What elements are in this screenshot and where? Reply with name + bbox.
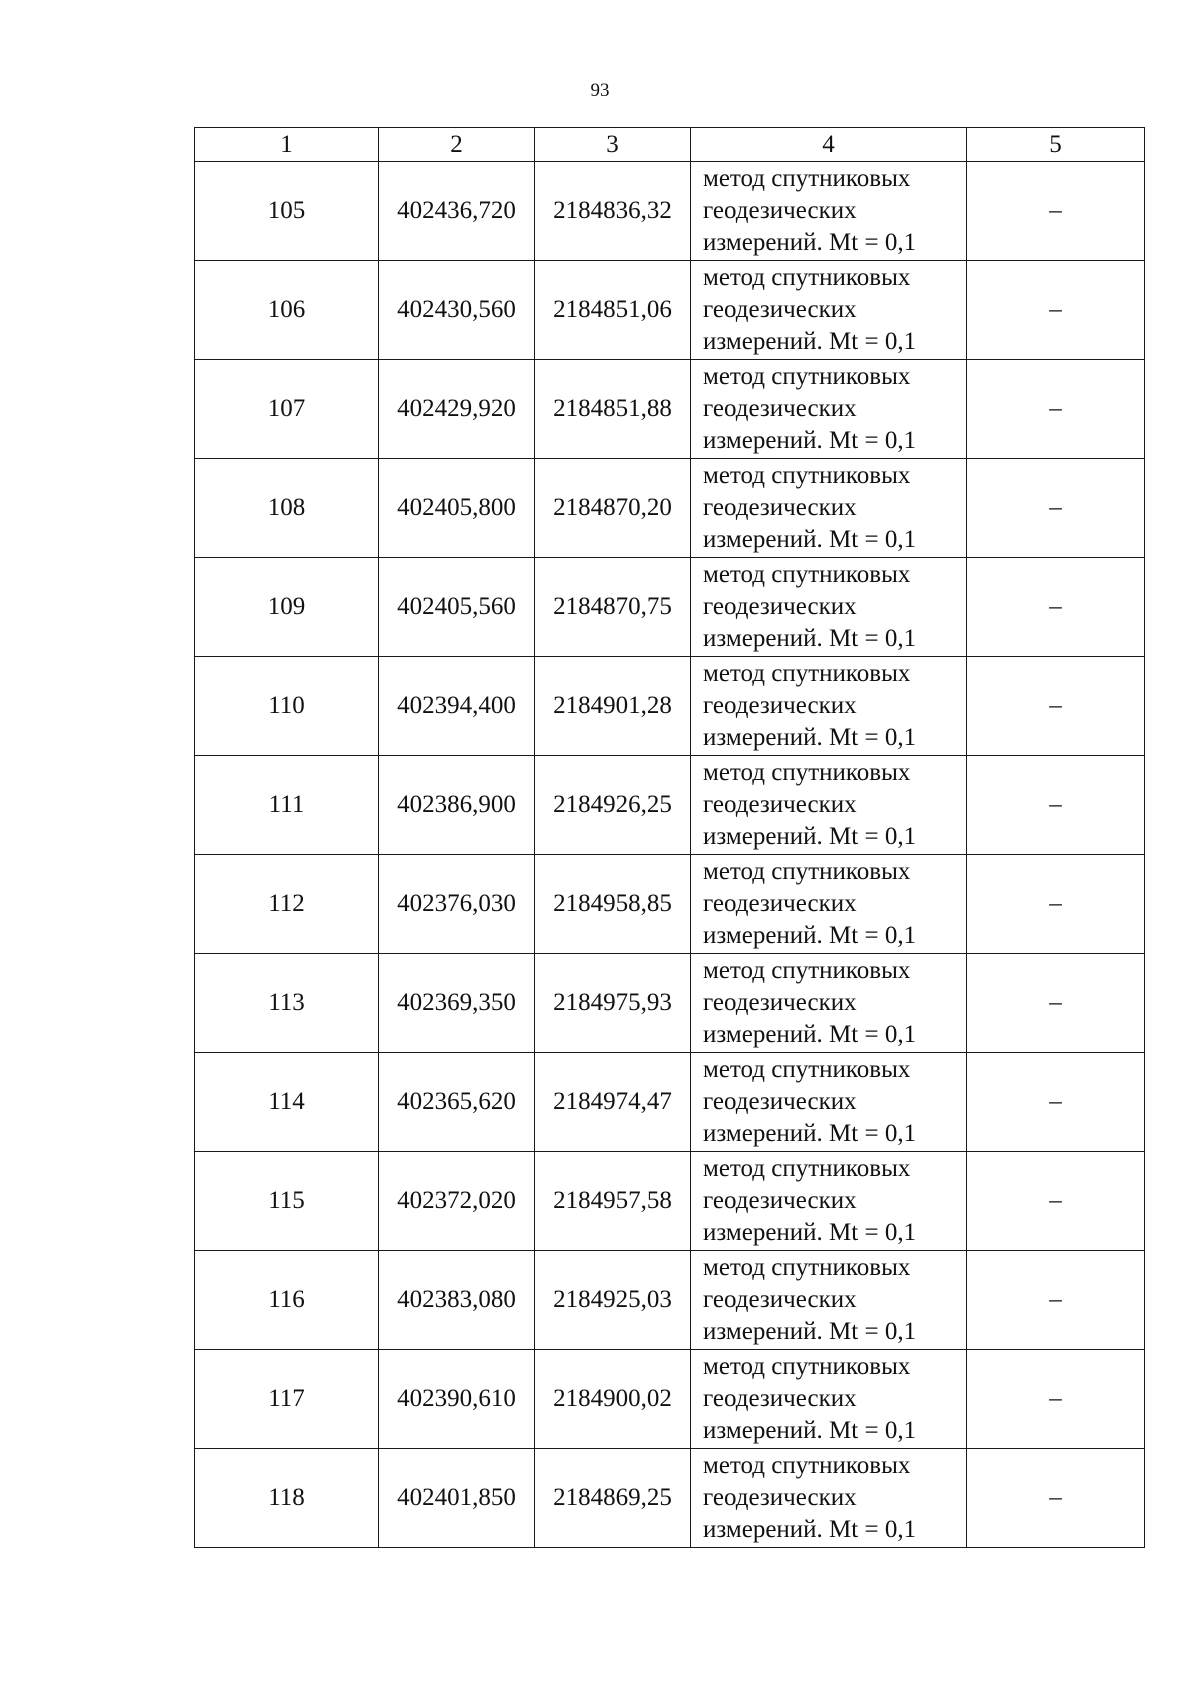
method-line: измерений. Mt = 0,1 — [703, 526, 917, 553]
method-cell — [691, 1350, 967, 1449]
method-line: геодезических — [703, 197, 857, 224]
method-line: геодезических — [703, 494, 857, 521]
method-line: геодезических — [703, 1484, 857, 1511]
method-cell — [691, 1152, 967, 1251]
method-cell — [691, 657, 967, 756]
note-cell: – — [967, 162, 1145, 261]
x-coordinate-cell: 402369,350 — [379, 954, 535, 1053]
method-cell — [691, 162, 967, 261]
table-row — [195, 162, 1145, 261]
point-number-cell: 111 — [195, 756, 379, 855]
method-line: измерений. Mt = 0,1 — [703, 823, 917, 850]
point-number-cell: 106 — [195, 261, 379, 360]
table-body — [195, 162, 1145, 1548]
method-line: измерений. Mt = 0,1 — [703, 229, 917, 256]
method-line: измерений. Mt = 0,1 — [703, 1120, 917, 1147]
point-number-cell: 107 — [195, 360, 379, 459]
method-cell — [691, 459, 967, 558]
column-header: 5 — [967, 128, 1145, 162]
method-cell — [691, 756, 967, 855]
table-row — [195, 459, 1145, 558]
method-cell — [691, 1449, 967, 1548]
method-cell — [691, 261, 967, 360]
method-line: измерений. Mt = 0,1 — [703, 1516, 917, 1543]
method-line: геодезических — [703, 1385, 857, 1412]
method-line: геодезических — [703, 1088, 857, 1115]
table-row — [195, 855, 1145, 954]
note-cell: – — [967, 459, 1145, 558]
method-line: измерений. Mt = 0,1 — [703, 427, 917, 454]
note-cell: – — [967, 360, 1145, 459]
method-line: измерений. Mt = 0,1 — [703, 1219, 917, 1246]
x-coordinate-cell: 402429,920 — [379, 360, 535, 459]
y-coordinate-cell: 2184870,20 — [535, 459, 691, 558]
x-coordinate-cell: 402394,400 — [379, 657, 535, 756]
method-line: геодезических — [703, 989, 857, 1016]
method-line: геодезических — [703, 296, 857, 323]
x-coordinate-cell: 402436,720 — [379, 162, 535, 261]
method-line: геодезических — [703, 890, 857, 917]
x-coordinate-cell: 402390,610 — [379, 1350, 535, 1449]
note-cell: – — [967, 261, 1145, 360]
method-line: геодезических — [703, 1187, 857, 1214]
point-number-cell: 117 — [195, 1350, 379, 1449]
y-coordinate-cell: 2184901,28 — [535, 657, 691, 756]
method-line: метод спутниковых — [703, 363, 911, 390]
method-line: метод спутниковых — [703, 1452, 911, 1479]
table-row — [195, 1152, 1145, 1251]
method-cell — [691, 1251, 967, 1350]
method-line: метод спутниковых — [703, 660, 911, 687]
method-line: геодезических — [703, 791, 857, 818]
note-cell: – — [967, 855, 1145, 954]
method-line: измерений. Mt = 0,1 — [703, 1021, 917, 1048]
y-coordinate-cell: 2184925,03 — [535, 1251, 691, 1350]
method-cell — [691, 1053, 967, 1152]
point-number-cell: 118 — [195, 1449, 379, 1548]
method-line: метод спутниковых — [703, 462, 911, 489]
y-coordinate-cell: 2184870,75 — [535, 558, 691, 657]
point-number-cell: 114 — [195, 1053, 379, 1152]
table-row — [195, 1350, 1145, 1449]
method-line: измерений. Mt = 0,1 — [703, 625, 917, 652]
y-coordinate-cell: 2184851,88 — [535, 360, 691, 459]
note-cell: – — [967, 1053, 1145, 1152]
column-header: 1 — [195, 128, 379, 162]
x-coordinate-cell: 402405,800 — [379, 459, 535, 558]
method-line: метод спутниковых — [703, 165, 911, 192]
method-line: метод спутниковых — [703, 1254, 911, 1281]
note-cell: – — [967, 1152, 1145, 1251]
point-number-cell: 110 — [195, 657, 379, 756]
note-cell: – — [967, 954, 1145, 1053]
method-line: метод спутниковых — [703, 561, 911, 588]
point-number-cell: 112 — [195, 855, 379, 954]
coordinates-table — [194, 127, 1145, 1548]
x-coordinate-cell: 402386,900 — [379, 756, 535, 855]
x-coordinate-cell: 402405,560 — [379, 558, 535, 657]
table-row — [195, 954, 1145, 1053]
note-cell: – — [967, 558, 1145, 657]
point-number-cell: 113 — [195, 954, 379, 1053]
table-row — [195, 360, 1145, 459]
method-line: метод спутниковых — [703, 858, 911, 885]
x-coordinate-cell: 402383,080 — [379, 1251, 535, 1350]
method-line: измерений. Mt = 0,1 — [703, 922, 917, 949]
note-cell: – — [967, 1251, 1145, 1350]
y-coordinate-cell: 2184974,47 — [535, 1053, 691, 1152]
x-coordinate-cell: 402430,560 — [379, 261, 535, 360]
table-header-row — [195, 128, 1145, 162]
method-cell — [691, 954, 967, 1053]
point-number-cell: 116 — [195, 1251, 379, 1350]
page-number: 93 — [590, 80, 610, 101]
y-coordinate-cell: 2184869,25 — [535, 1449, 691, 1548]
table-row — [195, 756, 1145, 855]
method-cell — [691, 855, 967, 954]
table-row — [195, 1251, 1145, 1350]
x-coordinate-cell: 402376,030 — [379, 855, 535, 954]
column-header: 4 — [691, 128, 967, 162]
point-number-cell: 115 — [195, 1152, 379, 1251]
note-cell: – — [967, 1350, 1145, 1449]
method-line: метод спутниковых — [703, 1056, 911, 1083]
y-coordinate-cell: 2184836,32 — [535, 162, 691, 261]
table-row — [195, 1053, 1145, 1152]
table-row — [195, 657, 1145, 756]
method-line: геодезических — [703, 692, 857, 719]
method-line: измерений. Mt = 0,1 — [703, 328, 917, 355]
y-coordinate-cell: 2184975,93 — [535, 954, 691, 1053]
y-coordinate-cell: 2184900,02 — [535, 1350, 691, 1449]
table-row — [195, 261, 1145, 360]
y-coordinate-cell: 2184851,06 — [535, 261, 691, 360]
note-cell: – — [967, 1449, 1145, 1548]
y-coordinate-cell: 2184958,85 — [535, 855, 691, 954]
method-line: измерений. Mt = 0,1 — [703, 1318, 917, 1345]
method-line: геодезических — [703, 1286, 857, 1313]
column-header: 2 — [379, 128, 535, 162]
x-coordinate-cell: 402372,020 — [379, 1152, 535, 1251]
table-row — [195, 1449, 1145, 1548]
method-line: измерений. Mt = 0,1 — [703, 724, 917, 751]
method-line: метод спутниковых — [703, 264, 911, 291]
method-line: геодезических — [703, 593, 857, 620]
note-cell: – — [967, 657, 1145, 756]
method-line: метод спутниковых — [703, 759, 911, 786]
note-cell: – — [967, 756, 1145, 855]
point-number-cell: 105 — [195, 162, 379, 261]
method-line: метод спутниковых — [703, 1155, 911, 1182]
y-coordinate-cell: 2184926,25 — [535, 756, 691, 855]
method-line: геодезических — [703, 395, 857, 422]
point-number-cell: 108 — [195, 459, 379, 558]
column-header: 3 — [535, 128, 691, 162]
point-number-cell: 109 — [195, 558, 379, 657]
x-coordinate-cell: 402365,620 — [379, 1053, 535, 1152]
table-row — [195, 558, 1145, 657]
method-cell — [691, 360, 967, 459]
method-line: измерений. Mt = 0,1 — [703, 1417, 917, 1444]
x-coordinate-cell: 402401,850 — [379, 1449, 535, 1548]
y-coordinate-cell: 2184957,58 — [535, 1152, 691, 1251]
method-line: метод спутниковых — [703, 1353, 911, 1380]
method-cell — [691, 558, 967, 657]
method-line: метод спутниковых — [703, 957, 911, 984]
